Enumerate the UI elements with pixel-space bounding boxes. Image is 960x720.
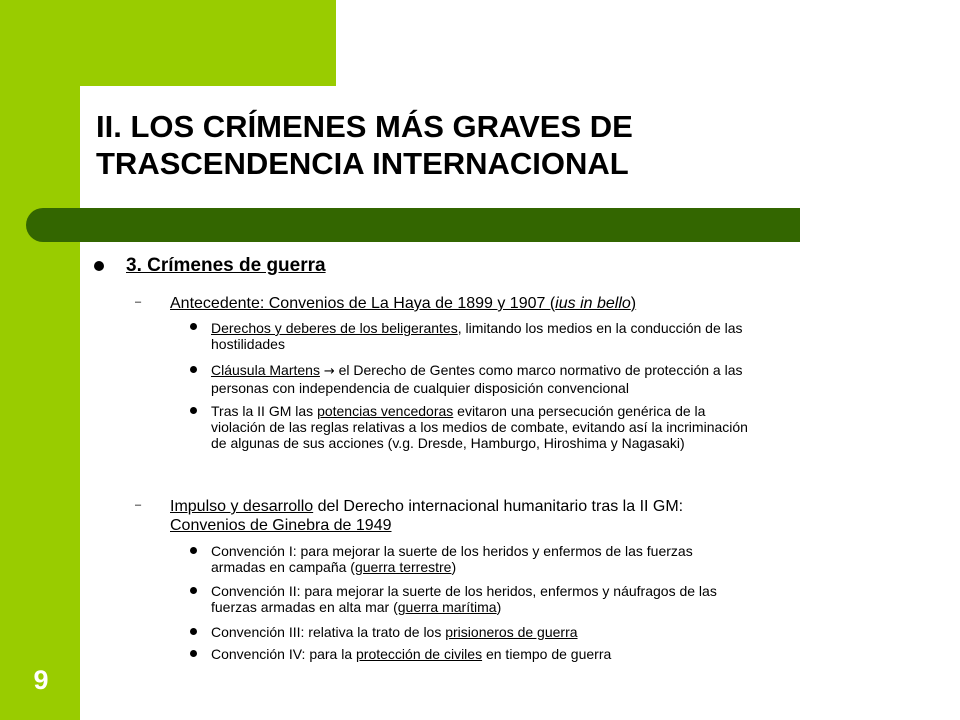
sub1-item2-bullet <box>190 366 197 373</box>
sub2-item4-bullet <box>190 650 197 657</box>
sub1-item1: Derechos y deberes de los beligerantes, limitando los medios en la conducción de las hostilidades <box>211 320 743 352</box>
sub1-heading-underlined: Antecedente: Convenios de La Haya de 1899 y 1907 (ius in bello) <box>170 295 637 312</box>
arrow-right-icon: → <box>323 364 335 379</box>
sub2-item3-bullet <box>190 628 197 635</box>
slide-title-line1: II. LOS CRÍMENES MÁS GRAVES DE <box>96 109 633 144</box>
sub2-heading: Impulso y desarrollo del Derecho internacional humanitario tras la II GM: Convenios de Ginebra de 1949 <box>170 498 684 534</box>
section-bullet <box>94 261 104 271</box>
sub2-item1-bullet <box>190 547 197 554</box>
sub1-heading <box>170 294 636 313</box>
sub2-item3: Convención III: relativa la trato de los prisioneros de guerra <box>211 624 578 640</box>
sub1-item3: Tras la II GM las potencias vencedoras evitaron una persecución genérica de la violación de las reglas relativas a los medios de combate, evitando así la incriminación de algunas de sus acciones (v.g. Dresde, Hamburgo, Hiroshima y Nagasaki) <box>211 403 748 451</box>
section-heading <box>126 254 326 278</box>
sub2-dash: – <box>135 499 142 511</box>
section-heading-text: 3. Crímenes de guerra <box>126 255 326 276</box>
sub2-item2: Convención II: para mejorar la suerte de los heridos, enfermos y náufragos de las fuerzas armadas en alta mar (guerra marítima) <box>211 583 717 615</box>
slide-number: 9 <box>33 665 49 695</box>
sub1-item2: Cláusula Martens → el Derecho de Gentes como marco normativo de protección a las personas con independencia de cualquier disposición convencional <box>211 362 743 396</box>
sub2-item2-bullet <box>190 587 197 594</box>
slide-title-line2: TRASCENDENCIA INTERNACIONAL <box>96 146 629 181</box>
sub1-dash: – <box>135 296 142 308</box>
sub1-item3-bullet <box>190 407 197 414</box>
sub1-item1-bullet <box>190 323 197 330</box>
sub2-item1: Convención I: para mejorar la suerte de los heridos y enfermos de las fuerzas armadas en campaña (guerra terrestre) <box>211 543 693 575</box>
sub2-item4: Convención IV: para la protección de civiles en tiempo de guerra <box>211 646 612 662</box>
